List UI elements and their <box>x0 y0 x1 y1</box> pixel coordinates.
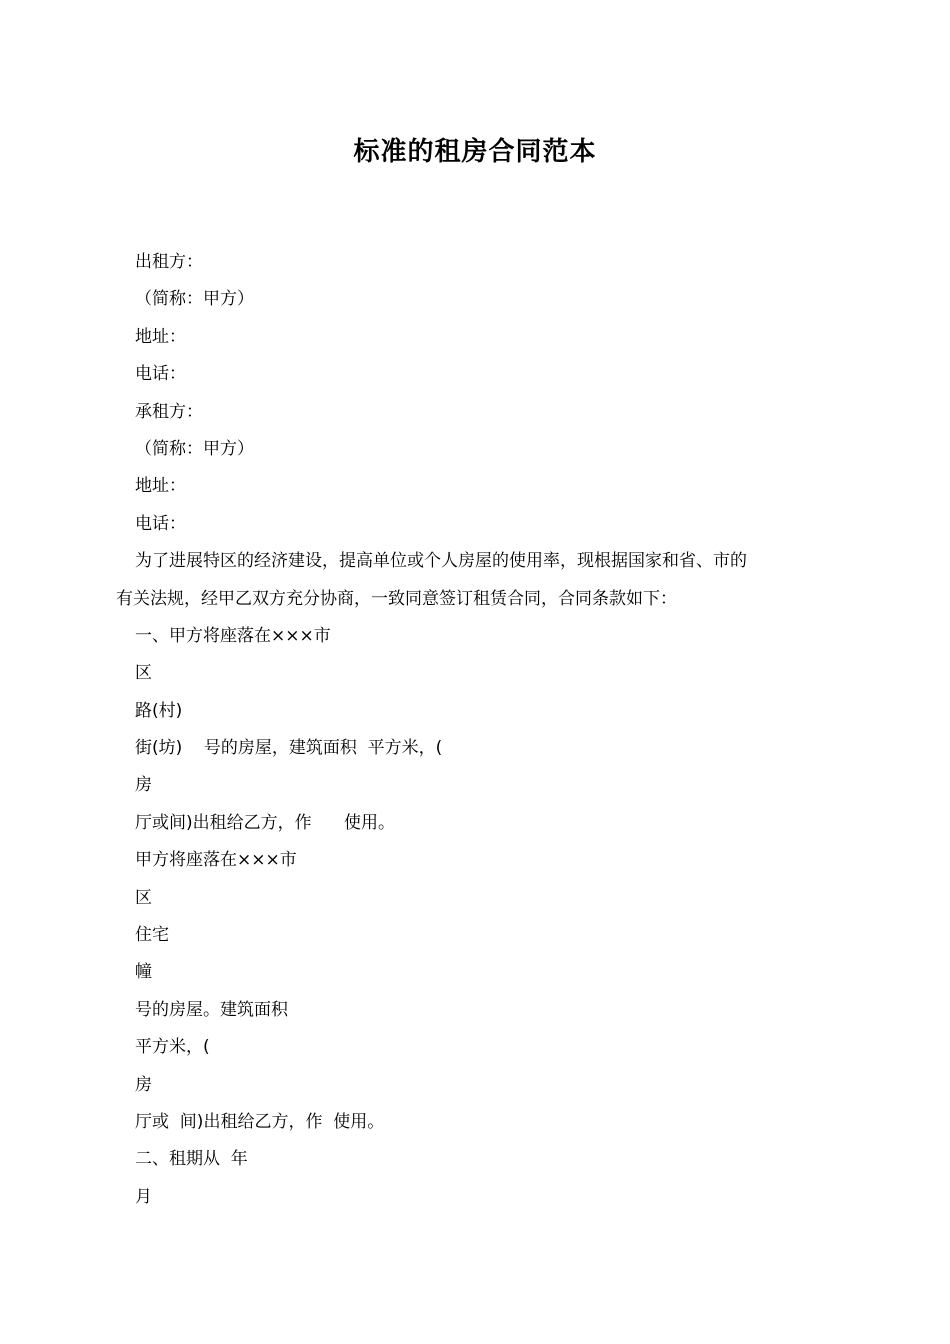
document-body <box>116 244 836 1216</box>
clause-1-line: 一、甲方将座落在×××市 <box>135 625 331 646</box>
clause-1b-line: 房 <box>135 1074 152 1095</box>
clause-1b-line: 厅或 间)出租给乙方，作 使用。 <box>135 1111 385 1132</box>
lessee-address: 地址： <box>135 476 186 497</box>
document-title: 标准的租房合同范本 <box>353 137 597 167</box>
lessee-short-name: （简称：甲方） <box>135 438 254 459</box>
preamble-line-1: 为了进展特区的经济建设，提高单位或个人房屋的使用率，现根据国家和省、市的 <box>135 551 747 572</box>
lessor-short-name: （简称：甲方） <box>135 289 254 310</box>
clause-1-line: 区 <box>135 663 152 684</box>
clause-1-line: 街(坊) 号的房屋，建筑面积 平方米，( <box>135 738 443 759</box>
clause-1b-line: 幢 <box>135 962 152 983</box>
lessor-phone: 电话： <box>135 364 186 385</box>
lessee-label: 承租方： <box>135 401 203 422</box>
clause-1b-line: 区 <box>135 887 152 908</box>
lessor-label: 出租方： <box>135 252 203 272</box>
clause-2-line: 二、租期从 年 <box>135 1149 248 1170</box>
clause-1b-line: 甲方将座落在×××市 <box>135 850 297 871</box>
clause-1-line: 路(村) <box>135 700 183 721</box>
clause-1b-line: 号的房屋。建筑面积 <box>135 999 288 1020</box>
clause-1-line: 厅或间)出租给乙方，作 使用。 <box>135 812 396 833</box>
lessee-phone: 电话： <box>135 513 186 534</box>
clause-1b-line: 平方米，( <box>135 1037 210 1058</box>
preamble-line-2: 有关法规，经甲乙双方充分协商，一致同意签订租赁合同，合同条款如下： <box>116 588 677 609</box>
clause-2-line: 月 <box>135 1186 152 1207</box>
clause-1b-line: 住宅 <box>135 925 169 946</box>
lessor-address: 地址： <box>135 326 186 347</box>
clause-1-line: 房 <box>135 775 152 796</box>
